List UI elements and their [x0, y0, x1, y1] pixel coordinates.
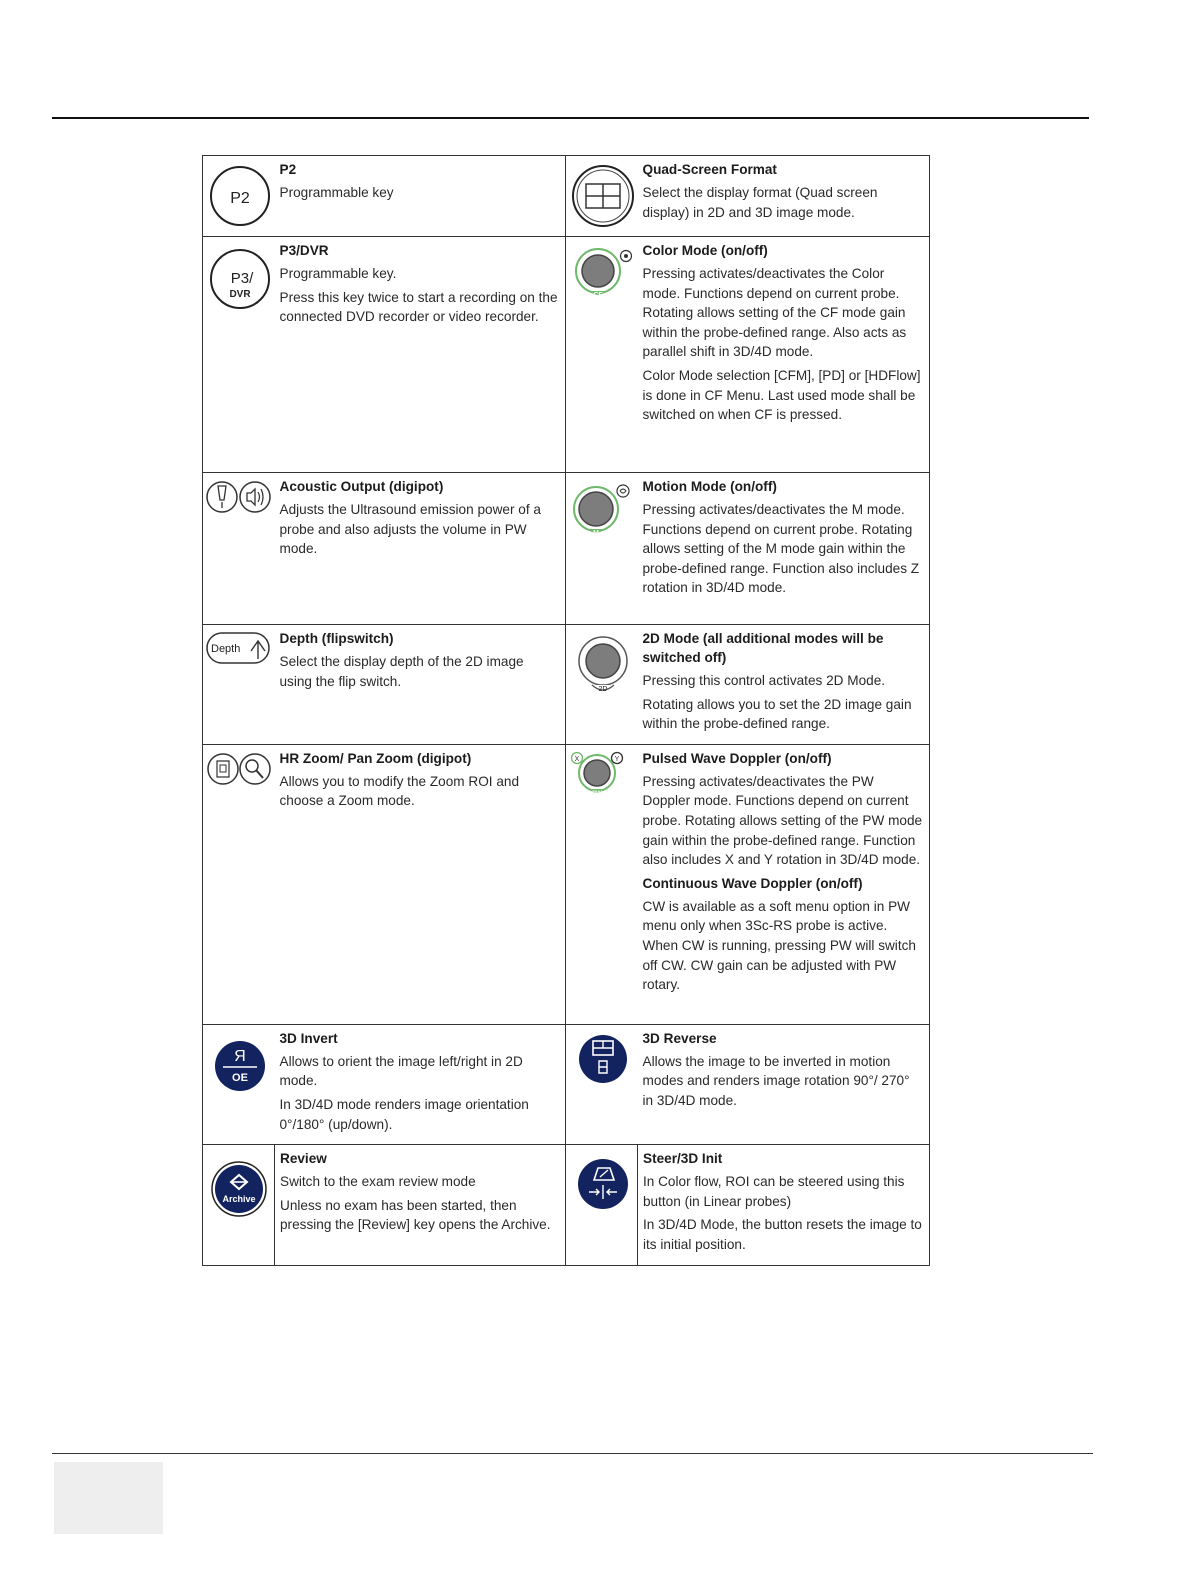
key-title: HR Zoom/ Pan Zoom (digipot): [279, 750, 472, 766]
key-description: Pressing activates/deactivates the PW Doppler mode. Functions depend on current probe. Rotating allows setting of the PW mode gain within the probe-defined range. Function also includes X and Y rotation in 3D/4D mode.: [642, 773, 923, 868]
m-knob-label: M: [593, 530, 599, 537]
footer-tab: [54, 1462, 163, 1534]
p3-key-label: P3/: [230, 270, 254, 287]
key-description: Rotating allows you to set the 2D image gain within the probe-defined range.: [642, 696, 912, 732]
key-description: Allows the image to be inverted in motion modes and renders image rotation 90°/ 270° in 3D/4D mode.: [642, 1053, 910, 1108]
3d-reverse-icon: [570, 1031, 636, 1091]
key-title: Color Mode (on/off): [642, 243, 768, 258]
key-title: 3D Invert: [279, 1030, 338, 1046]
table-row: [203, 744, 930, 1024]
key-description: Programmable key: [279, 185, 394, 200]
steer-3d-init-icon: [570, 1151, 636, 1217]
invert-r-label: R: [234, 1047, 246, 1065]
depth-flipswitch-icon: [205, 629, 273, 669]
table-row: [203, 1145, 930, 1265]
footer-rule: [52, 1453, 1093, 1454]
p2-key-icon: [207, 162, 273, 228]
key-description: Pressing activates/deactivates the Color mode. Functions depend on current probe. Rotating allows setting of the CF mode gain within the probe-defined range. Also acts as parallel shift in 3D/4D mode.: [642, 266, 907, 360]
key-title: Motion Mode (on/off): [642, 479, 777, 494]
key-description: Pressing this control activates 2D Mode.: [642, 673, 886, 688]
key-title: Quad-Screen Format: [642, 162, 777, 177]
key-description: Select the display format (Quad screen display) in 2D and 3D image mode.: [642, 185, 878, 220]
key-description: In 3D/4D Mode, the button resets the image to its initial position.: [643, 1217, 922, 1252]
header-rule: [52, 117, 1089, 119]
key-description: Color Mode selection [CFM], [PD] or [HDFlow] is done in CF Menu. Last used mode shall be switched on when CF is pressed.: [642, 367, 921, 423]
key-title: P2: [279, 162, 297, 177]
acoustic-output-icon: [205, 476, 273, 520]
p3-dvr-key-icon: [207, 243, 273, 309]
key-title: Depth (flipswitch): [279, 631, 394, 646]
key-description: In 3D/4D mode renders image orientation 0°/180° (up/down).: [279, 1096, 529, 1132]
key-description: CW is available as a soft menu option in PW menu only when 3Sc-RS probe is active. When CW is running, pressing PW will switch off CW. CW gain can be adjusted with PW rotary.: [642, 898, 916, 993]
cf-knob-label: CF: [593, 292, 603, 299]
table-row: [203, 1024, 930, 1144]
archive-review-icon: [207, 1151, 273, 1217]
key-description: Pressing activates/deactivates the M mode. Functions depend on current probe. Rotating allows setting of the M mode gain within the probe-defined range. Function also includes Z rotation in 3D/4D mode.: [642, 502, 920, 596]
key-description: Adjusts the Ultrasound emission power of a probe and also adjusts the volume in PW mode.: [279, 502, 541, 557]
motion-mode-knob-icon: [570, 479, 636, 545]
key-description: Press this key twice to start a recording on the connected DVD recorder or video recorder.: [279, 289, 558, 325]
pw-knob-label: PW: [592, 790, 602, 797]
key-description: Allows you to modify the Zoom ROI and choose a Zoom mode.: [279, 773, 520, 809]
key-title: 3D Reverse: [642, 1030, 717, 1046]
control-keys-table: [202, 155, 930, 1266]
key-description: Switch to the exam review mode: [280, 1174, 476, 1190]
key-description: In Color flow, ROI can be steered using this button (in Linear probes): [643, 1174, 905, 1209]
svg-text:Y: Y: [614, 755, 620, 763]
2d-knob-label: 2D: [598, 686, 608, 693]
table-row: [203, 237, 930, 473]
key-title: Pulsed Wave Doppler (on/off): [642, 750, 832, 766]
table-row: [203, 156, 930, 237]
key-title: Acoustic Output (digipot): [279, 479, 444, 494]
key-title: Review: [280, 1151, 327, 1167]
dvr-key-label: DVR: [229, 289, 251, 300]
invert-oe-label: OE: [232, 1071, 248, 1084]
key-description: Allows to orient the image left/right in 2D mode.: [279, 1053, 523, 1089]
key-title: Steer/3D Init: [643, 1151, 723, 1167]
key-description: Programmable key.: [279, 266, 397, 281]
svg-text:X: X: [574, 755, 580, 763]
pw-doppler-knob-icon: [569, 749, 635, 805]
2d-mode-knob-icon: [570, 631, 636, 697]
zoom-icon: [205, 750, 273, 790]
table-row: [203, 473, 930, 625]
3d-invert-icon: [207, 1031, 273, 1097]
quad-screen-icon: [570, 162, 636, 228]
depth-switch-label: Depth: [211, 643, 241, 655]
key-description: Unless no exam has been started, then pressing the [Review] key opens the Archive.: [280, 1197, 551, 1233]
p2-key-cell: [203, 156, 275, 237]
key-description: Select the display depth of the 2D image using the flip switch.: [279, 654, 524, 689]
color-mode-knob-icon: [570, 243, 636, 309]
key-title: Continuous Wave Doppler (on/off): [642, 875, 863, 891]
table-row: [203, 625, 930, 745]
p2-key-label: P2: [230, 190, 250, 207]
key-title: 2D Mode (all additional modes will be switched off): [642, 631, 884, 665]
key-title: P3/DVR: [279, 243, 329, 258]
archive-label: Archive: [222, 1194, 256, 1205]
quad-screen-cell: [566, 156, 638, 237]
